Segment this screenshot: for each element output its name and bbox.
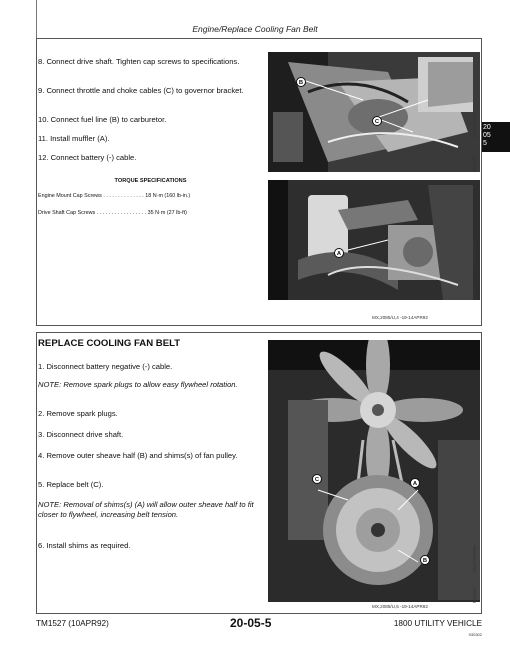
callout-c-belt: C bbox=[312, 474, 322, 484]
photo-code-3b: M45123 bbox=[472, 587, 477, 603]
spec-leader: . . . . . . . . . . . . . . . . . bbox=[96, 210, 148, 216]
step-10: 10. Connect fuel line (B) to carburetor. bbox=[38, 115, 167, 124]
muffler-photo bbox=[268, 180, 480, 300]
section-tab-line-3: 5 bbox=[483, 140, 487, 147]
section-title: REPLACE COOLING FAN BELT bbox=[38, 338, 181, 349]
photo-reference-2: MX,2085/U,5 -19-14APR92 bbox=[372, 604, 428, 609]
note-shims: NOTE: Removal of shims(s) (A) will allow outer sheave half to fit closer to flywheel, increasing belt tension. bbox=[38, 500, 254, 519]
step-11: 11. Install muffler (A). bbox=[38, 134, 110, 143]
spec-row-engine-mount bbox=[38, 193, 268, 199]
spec-row-drive-shaft bbox=[38, 210, 268, 216]
manual-number: TM1527 (10APR92) bbox=[36, 619, 109, 628]
section-tab-line-2: 05 bbox=[483, 132, 491, 139]
step-8: 8. Connect drive shaft. Tighten cap screws to specifications. bbox=[38, 57, 240, 66]
section-tab bbox=[482, 122, 510, 152]
step-1: 1. Disconnect battery negative (-) cable. bbox=[38, 362, 173, 371]
step-4: 4. Remove outer sheave half (B) and shims(s) of fan pulley. bbox=[38, 451, 238, 460]
page-header-title: Engine/Replace Cooling Fan Belt bbox=[192, 24, 318, 34]
step-2: 2. Remove spark plugs. bbox=[38, 409, 118, 418]
fan-belt-photo bbox=[268, 340, 480, 602]
section-tab-line-1: 20 bbox=[483, 124, 491, 131]
step-5: 5. Replace belt (C). bbox=[38, 480, 104, 489]
spec-label: Drive Shaft Cap Screws bbox=[38, 210, 96, 216]
callout-c: C bbox=[372, 116, 382, 126]
spec-value: 18 N·m (160 lb-in.) bbox=[145, 193, 191, 199]
torque-spec-title: TORQUE SPECIFICATIONS bbox=[114, 178, 187, 184]
step-12: 12. Connect battery (-) cable. bbox=[38, 153, 137, 162]
photo-code-2b: M45584 bbox=[472, 284, 477, 300]
step-9: 9. Connect throttle and choke cables (C) to governor bracket. bbox=[38, 86, 244, 95]
callout-a-top: A bbox=[334, 248, 344, 258]
page-number: 20-05-5 bbox=[230, 616, 272, 630]
spec-value: 35 N·m (27 lb-ft) bbox=[147, 210, 187, 216]
step-3: 3. Disconnect drive shaft. bbox=[38, 430, 124, 439]
photo-reference-1: MX,2085/U,4 -19-14APR92 bbox=[372, 315, 428, 320]
photo-code-2a: -UN-27MAR92 bbox=[472, 239, 477, 268]
vehicle-name: 1800 UTILITY VEHICLE bbox=[393, 619, 482, 628]
step-6: 6. Install shims as required. bbox=[38, 541, 131, 550]
note-spark-plugs: NOTE: Remove spark plugs to allow easy flywheel rotation. bbox=[38, 380, 238, 389]
spec-label: Engine Mount Cap Screws bbox=[38, 193, 102, 199]
callout-b: B bbox=[296, 77, 306, 87]
photo-code-3a: -UN-27MAR92 bbox=[472, 545, 477, 574]
photo-code-1a: -UN-27MAR92 bbox=[472, 111, 477, 140]
spec-leader: . . . . . . . . . . . . . . bbox=[103, 193, 146, 199]
engine-cables-photo bbox=[268, 52, 480, 172]
photo-code-1b: M45591 bbox=[472, 156, 477, 172]
print-code: 930302 bbox=[468, 632, 482, 637]
callout-b-sheave: B bbox=[420, 555, 430, 565]
callout-a-shims: A bbox=[410, 478, 420, 488]
